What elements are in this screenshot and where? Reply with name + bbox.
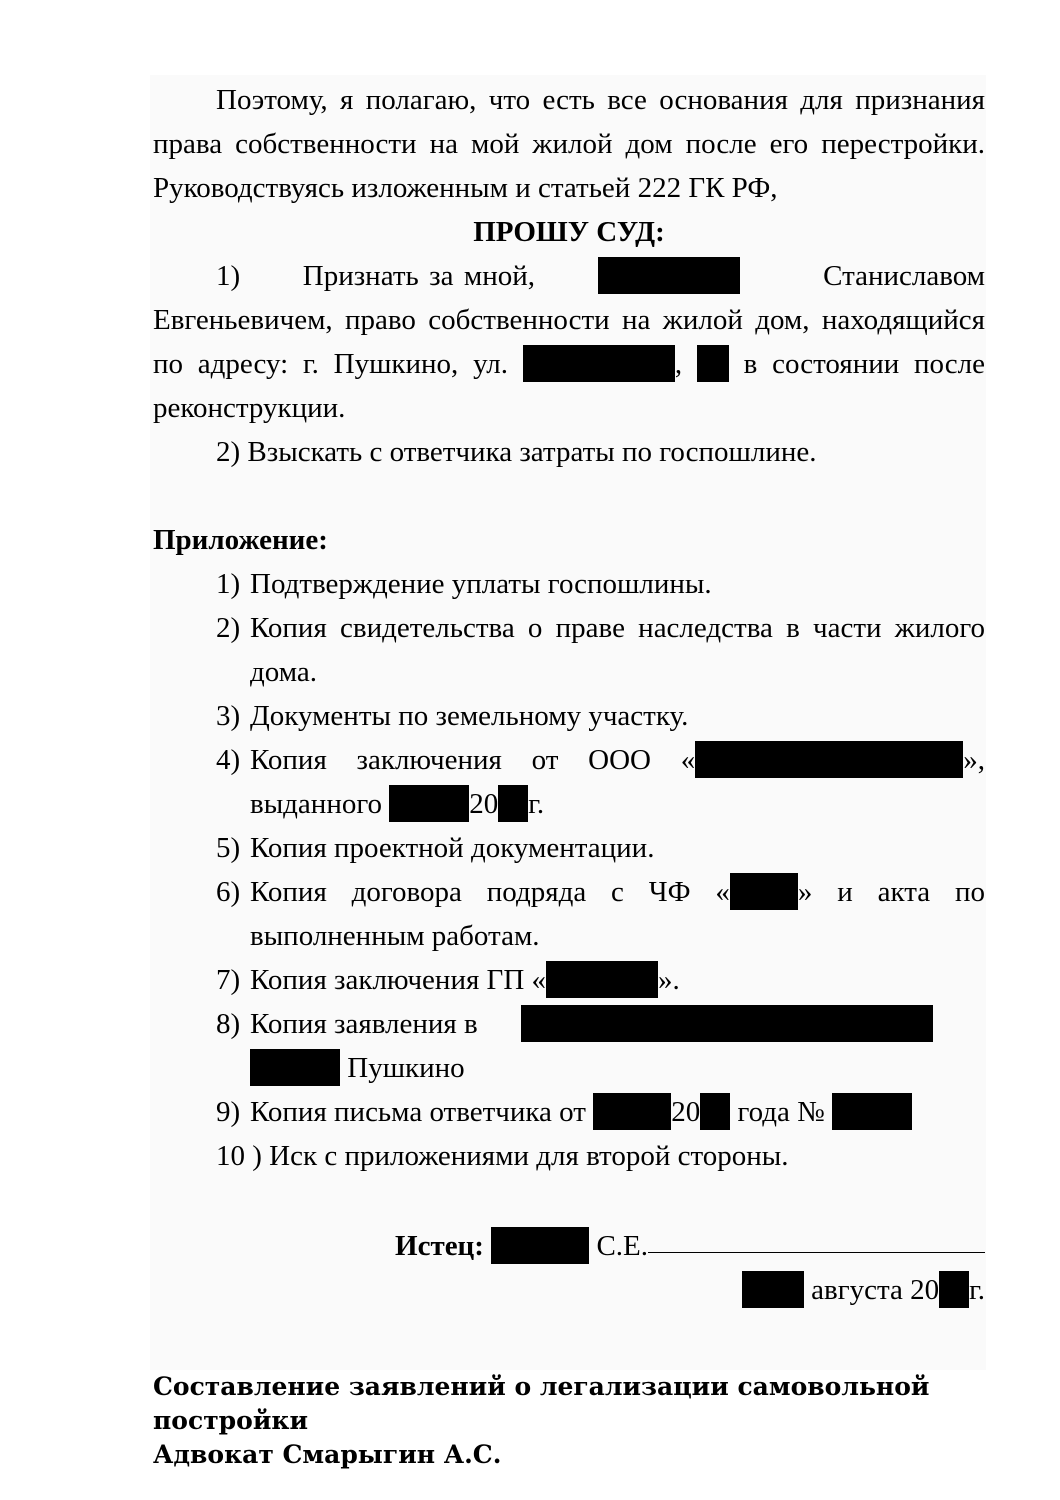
redaction-company-name: [695, 741, 963, 778]
appendix-item-2: [153, 606, 985, 694]
request-item-2: [153, 430, 985, 474]
appendix-item-8-text-a: Копия заявления в: [250, 1008, 478, 1040]
request-item-1-num: 1): [216, 260, 241, 292]
redaction-date-year: [939, 1271, 969, 1308]
request-item-2-num: 2): [216, 436, 241, 468]
redaction-day: [742, 1271, 804, 1308]
appendix-item-7-num: 7): [216, 964, 241, 996]
appendix-item-2-num: 2): [216, 612, 241, 644]
signature-line: [153, 1222, 985, 1268]
appendix-item-7-text-b: ».: [658, 964, 680, 996]
appendix-item-7: [153, 958, 985, 1002]
redaction-plaintiff-surname: [491, 1227, 589, 1264]
appendix-item-1-text: Подтверждение уплаты госпошлины.: [250, 568, 712, 600]
appendix-item-6-text-a: Копия договора подряда с ЧФ «: [250, 876, 730, 908]
appendix-item-7-text-a: Копия заключения ГП «: [250, 964, 547, 996]
appendix-item-5: [153, 826, 985, 870]
redaction-authority: [521, 1005, 933, 1042]
redaction-letter-year: [700, 1093, 730, 1130]
redaction-authority-2: [250, 1049, 340, 1086]
request-item-1: [153, 254, 985, 430]
footer-author: Адвокат Смарыгин А.С.: [153, 1440, 502, 1469]
appendix-item-9: [153, 1090, 985, 1134]
appendix-item-4-num: 4): [216, 744, 241, 776]
appendix-item-9-text-a: Копия письма ответчика от: [250, 1096, 586, 1128]
redaction-letter-number: [832, 1093, 912, 1130]
appendix-item-6-text-b: » и акта по выполненным работам.: [250, 876, 985, 952]
appendix-item-5-text: Копия проектной документации.: [250, 832, 655, 864]
appendix-item-6: [153, 870, 985, 958]
redaction-house-number: [697, 345, 729, 382]
request-item-1-name: Станиславом Евгеньевичем, право собственности на жилой дом, находящийся по адресу: г. Пушкино, ул.: [153, 260, 986, 380]
request-item-1-after: в состоянии после реконструкции.: [153, 348, 985, 424]
request-item-2-text: Взыскать с ответчика затраты по госпошлине.: [247, 436, 817, 468]
appendix-item-1-num: 1): [216, 568, 241, 600]
appendix-item-9-year: 20: [671, 1096, 701, 1128]
footer: [153, 1370, 973, 1472]
appendix-item-4-text-b: », выданного: [250, 744, 985, 820]
appendix-item-4-year: 20: [469, 788, 499, 820]
signature-date-suffix: г.: [969, 1274, 985, 1306]
redaction-issue-date: [389, 785, 469, 822]
appendix-heading: Приложение:: [153, 524, 328, 556]
appendix-item-3-text: Документы по земельному участку.: [250, 700, 689, 732]
redaction-contractor: [730, 873, 798, 910]
appendix-item-10: [153, 1134, 985, 1178]
signature-label: Истец:: [395, 1230, 484, 1262]
appendix-item-4-text-a: Копия заключения от ООО «: [250, 744, 696, 776]
redaction-letter-date: [593, 1093, 671, 1130]
request-item-1-comma: ,: [674, 348, 683, 380]
signature-date: [153, 1268, 985, 1312]
appendix-item-10-text: Иск с приложениями для второй стороны.: [269, 1140, 789, 1172]
appendix-item-8-text-b: Пушкино: [347, 1052, 465, 1084]
request-item-1-before: Признать за мной,: [302, 260, 536, 292]
signature-initials: С.Е.: [596, 1230, 648, 1262]
appendix-item-10-num: 10 ): [216, 1140, 262, 1172]
appendix-item-5-num: 5): [216, 832, 241, 864]
appendix-item-2-text: Копия свидетельства о праве наследства в части жилого дома.: [250, 612, 985, 688]
appendix-item-1: [153, 562, 985, 606]
appendix-item-4: [153, 738, 985, 826]
intro-paragraph: Поэтому, я полагаю, что есть все основания для признания права собственности на мой жилой дом после его перестройки. Руководствуясь изложенным и статьей 222 ГК РФ,: [153, 84, 985, 204]
signature-blank: [648, 1222, 985, 1253]
appendix-item-3-num: 3): [216, 700, 241, 732]
appendix-item-9-text-c: года №: [737, 1096, 825, 1128]
signature-date-month: августа 20: [811, 1274, 940, 1306]
request-heading: ПРОШУ СУД:: [473, 216, 665, 248]
redaction-street: [523, 345, 675, 382]
appendix-item-6-num: 6): [216, 876, 241, 908]
redaction-issue-year: [498, 785, 528, 822]
redaction-surname: [598, 257, 740, 294]
appendix-item-9-num: 9): [216, 1096, 241, 1128]
appendix-item-8-num: 8): [216, 1008, 241, 1040]
footer-service-title: Составление заявлений о легализации самовольной постройки: [153, 1372, 930, 1435]
redaction-gp-name: [546, 961, 658, 998]
document-body: [153, 78, 985, 1312]
appendix-item-8: [153, 1002, 985, 1090]
appendix-item-3: [153, 694, 985, 738]
appendix-item-4-text-d: г.: [528, 788, 545, 820]
